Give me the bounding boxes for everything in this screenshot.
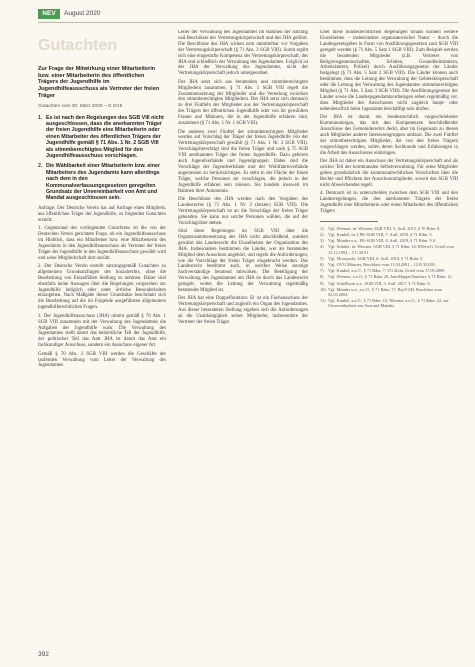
body-paragraph: Der JHA ist daher ein Ausschuss der Vertretungskörperschaft und als solcher Teil der kommunalen Selbstverwaltung. Für seine Mitglieder gelten grundsätzlich die kommunalrechtlichen Vorschriften über die Rechte und Pflichten der Ausschussmitglieder, soweit das SGB VIII nicht Abweichendes regelt. xyxy=(320,159,458,188)
footnote-number: 10) xyxy=(320,286,326,292)
footnote xyxy=(320,281,458,286)
body-paragraph: Die anderen zwei Fünftel der stimmberechtigten Mitglieder werden auf Vorschlag der Träger der freien Jugendhilfe von der Vertretungskörperschaft gewählt (§ 71 Abs. 1 Nr. 2 SGB VIII). Vorschlagsberechtigt sind die freien Träger und nach § 75 SGB VIII anerkannten Träger der freien Jugendhilfe. Dazu gehören auch Jugendverbände und Jugendgruppen. Dabei sind die Vorschläge der Jugendverbände und der Wohlfahrtsverbände angemessen zu berücksichtigen. Es steht in der Fläche der freien Träger, welche Personen sie vorschlagen, die jedoch in der Jugendhilfe erfahren sein müssen. Sie handeln insoweit im Rahmen ihrer Autonomie. xyxy=(178,129,308,194)
footnote-text: Vgl. Mrozynski, SGB VIII, 6. Aufl. 2019, § 71 Rdnr. 5. xyxy=(328,255,424,261)
leitsatz-text: Es ist nach den Regelungen des SGB VIII nicht ausgeschlossen, dass die anerkannten Träger der freien Jugendhilfe eine Mitarbeiterin oder einen Mitarbeiter des öffentlichen Trägers der Jugendhilfe gemäß § 71 Abs. 1 Nr. 2 SGB VIII als stimmberechtigtes Mitglied für den Jugendhilfeausschuss vorschlagen. xyxy=(46,114,164,159)
footnote-text: Vgl. OVG Münster, Beschluss vom 11.04.2001 – 12 B 353/01. xyxy=(328,261,437,267)
leitsatz xyxy=(38,163,166,201)
body-paragraph: Leiter der Verwaltung des Jugendamtes im Rahmen der Satzung und Beschlüsse der Vertretungskörperschaft und des JHA geführt. Die Beschlüsse des JHA wirken zum unmittelbar vor Vorgaben der Vertretungskörperschaft (§ 71 Abs. 3 SGB VIII). Somit ergibt sich eine eingestufte Kompetenz der Vertretungskörperschaft, des JHA und schließlich der Verwaltung des Jugendamtes. Folglich ist der JHA der Verwaltung des Jugendamtes, nicht der Vertretungskörperschaft jedoch untergeordnet. xyxy=(178,30,308,77)
footnote-separator xyxy=(320,221,378,222)
footnote-text: Vgl. Wiesner, in: Wiesner, SGB VIII, 5. Aufl. 2015, § 70 Rdnr. 8. xyxy=(328,225,441,231)
footnote-number: 2) xyxy=(320,231,324,237)
footnote-number: 3) xyxy=(320,238,324,244)
body-paragraph: Der JHA hat eine Doppelfunktion: Er ist ein Fachausschuss der Vertretungskörperschaft und zugleich ein Organ des Jugendamtes. Aus dieser besonderen Stellung ergeben sich die Anforderungen an die Unabhängigkeit seiner Mitglieder, insbesondere der Vertreter der freien Träger. xyxy=(178,296,308,326)
body-paragraph: 2. Der Deutsche Verein erstellt satzungsgemäß Gutachten zu allgemeinen Grundsatzfragen des Sozialrechts, ohne die Bearbeitung von Einzelfällen Stellung zu nehmen. Daher sind ebenfalls keine Aussagen über die Regelungen vorgesehen zur Jugendhilfe lediglich oder unter örtliche Besonderheiten einzugehen. Nach Maßgabe dieser Grundsätze beschränkt sich die Bearbeitung auf die im Folgende ausgeführten allgemeinen jugendhilferechtlichen Fragen. xyxy=(38,263,166,311)
leitsatz-number: 1. xyxy=(38,114,43,121)
column-2 xyxy=(178,30,308,650)
body-paragraph: Der JHA setzt sich aus beratenden und stimmberechtigten Mitgliedern zusammen. § 71 Abs. 1 SGB VIII regelt die Zusammensetzung der Mitglieder und die Verteilung zwischen den stimmberechtigten Mitgliedern. Der JHA setzt sich demnach zu drei Fünfteln der Mitglieder aus der Vertretungskörperschaft des Trägers der öffentlichen Jugendhilfe oder von ihr gewählten Frauen und Männern, die in der Jugendhilfe erfahren sind, zusammen (§ 71 Abs. 1 Nr. 1 SGB VIII). xyxy=(178,79,308,127)
footnote xyxy=(320,268,458,273)
footnote-number: 11) xyxy=(320,298,326,304)
issue-date: August 2020 xyxy=(64,10,101,17)
footnote-number: 4) xyxy=(320,244,324,250)
footnote-text: Vgl. Münder u.a., FK-SGB VIII, 8. Aufl. 2019, § 71 Rdnr. 9 ff. xyxy=(328,238,437,244)
footnotes xyxy=(320,226,458,309)
leitsatz xyxy=(38,115,166,160)
body-paragraph: Der JHA ist damit ein bundesrechtlich vorgeschriebener Kommunalorgan, das mit den Kompetenzen beschließender Ausschüsse des Gemeinderechts deckt, aber im Gegensatz zu diesen auch Mitglieder anderer Interessengruppen umfasst. Die zwei Fünftel der stimmberechtigten Mitglieder, die von den freien Trägern vorgeschlagen werden, sollen deren Sachkunde und Erfahrungen in die Arbeit des Ausschusses einbringen. xyxy=(320,115,458,156)
body-paragraph: Sind diese Regelungen im SGB VIII über die Organzusammensetzung des JHA nicht abschließend, sondern gewährt das Landesrecht die Einzelheiten der Organisation des JHA. Insbesondere bestimmen die Länder, wer als beratendes Mitglied dem Ausschuss angehört, und regeln die Anforderungen, wie die Vorschläge der freien Träger eingebracht werden. Das Landesrecht bestimmt auch, in welcher Weise sonstige Sachverständige beratend mitwirken. Die Beteiligung der Verwaltung des Jugendamtes am JHA ist durch das Landesrecht geregelt, wobei die Leitung der Verwaltung regelmäßig beratendes Mitglied ist. xyxy=(178,229,308,294)
footnote xyxy=(320,226,458,231)
footnote xyxy=(320,287,458,297)
column-1 xyxy=(38,30,166,650)
footnote xyxy=(320,262,458,267)
footnote-number: 5) xyxy=(320,255,324,261)
footnote xyxy=(320,274,458,279)
article-title: Zur Frage der Mitwirkung einer Mitarbeiterin bzw. einer Mitarbeiterin des öffentlichen Trägers der Jugendhilfe im Jugendhilfeausschuss als Vertreter der freien Träger xyxy=(38,66,160,99)
body-paragraph: 3. Der Jugendhilfeausschuss (JHA) nimmt gemäß § 70 Abs. 1 SGB VIII zusammen mit der Verwaltung des Jugendamtes die Aufgaben der Jugendhilfe wahr. Die Verwaltung des Jugendamtes stellt damit das behördliche Teil der Jugendhilfe, der politischer Teil das Amt JHA ist damit das Amt ein fachkundiger Ausschuss, sondern ein Ausschuss eigener Art. xyxy=(38,313,166,349)
footnote-number: 9) xyxy=(320,280,324,286)
footnote xyxy=(320,238,458,243)
footnote xyxy=(320,298,458,308)
header-rule xyxy=(38,22,458,23)
footnote-number: 1) xyxy=(320,225,324,231)
article-source: Gutachten vom 30. März 2020 – G 9/19 xyxy=(38,103,123,109)
footnote-number: 6) xyxy=(320,261,324,267)
footnote-number: 8) xyxy=(320,274,324,280)
footnote-text: Vgl. Schäfer, in: Wiesner, SGB VIII, § 71 Rdnr. 14; BVerwG, Urteil vom 15.12.1994 – 5 C 30.91. xyxy=(328,244,454,255)
section-tag: Gutachten xyxy=(38,37,118,54)
footnote-text: Vgl. Kunkel, in: LPK-SGB VIII, 7. Aufl. 2018, § 71 Rdnr. 3. xyxy=(328,231,433,237)
footnote xyxy=(320,232,458,237)
body-paragraph: Gemäß § 70 Abs. 2 SGB VIII werden die Geschäfte der laufenden Verwaltung vom Leiter der Verwaltung des Jugendamtes xyxy=(38,351,166,369)
body-paragraph: Anfrage: Der Deutsche Verein hat auf Anfrage eines Mitglieds, aus öffentlichen Träger der Jugendhilfe, zu folgenden Gutachten erstellt: xyxy=(38,205,166,223)
footnote-text: Vgl. Kunkel, a.a.O., § 71 Rdnr. 15; Wiesner, a.a.O., § 71 Rdnr. 22; zur Unvereinbarkeit von Amt und Mandat. xyxy=(328,298,449,309)
page-number: 392 xyxy=(38,651,49,658)
footnote xyxy=(320,256,458,261)
page-header xyxy=(38,8,458,22)
body-paragraph: Über diese bundesrechtlichen Regelungen hinaus können weitere Einzelheiten – insbesondere organisatorischer Natur – durch die Landesgesetzgeber in Form von Ausführungsgesetzen zum SGB VIII geregelt werden (§ 71 Abs. 5 Satz 1 SGB VIII). Zum Beispiel werden die beratenden Mitglieder (z.B. Vertreter von Religionsgemeinschaften, Schulen, Gesundheitsämtern, Arbeitsämtern, Polizei) durch Ausführungsgesetze der Länder festgelegt (§ 71 Abs. 5 Satz 2 SGB VIII). Die Länder können auch bestimmen, dass die Leitung der Verwaltung der Gebietskörperschaft oder die Leitung der Verwaltung des Jugendamtes stimmberechtigtes Mitglied (§ 71 Abs. 5 Satz 3 SGB VIII). Die Ausführungsgesetze der Länder sowie die Landesjugendamtsordnungen sehen regelmäßig vor, dass Mitglieder des Ausschusses nicht zugleich haupt- oder nebenberuflich beim Jugendamt beschäftigt sein dürfen. xyxy=(320,30,458,112)
column-3 xyxy=(320,30,458,650)
footnote xyxy=(320,244,458,254)
footnote-text: Vgl. Kunkel, a.a.O., § 71 Rdnr. 7; VG Köln, Urteil vom 17.09.2009. xyxy=(328,268,446,274)
body-paragraph: 1. Gegenstand des vorliegenden Gutachtens ist die von der Deutschen Verein gerichtete Frage, ob ein Jugendhilfeausschuss im Hinblick, dass ein Mitarbeiter bzw. eine Mitarbeiterin des Jugendamts in den Jugendhilfeausschuss als Vertreter der freien Träger der Jugendhilfe in den Jugendhilfeausschuss gewählt wird und seine Mitgliedschaft dort ausübt. xyxy=(38,226,166,261)
body-paragraph: 4. Demnach ist zu unterscheiden zwischen dem SGB VIII und den Landesregelungen, die den anerkannten Trägern der freien Jugendhilfe eine Mitarbeiterin oder einen Mitarbeiter des öffentlichen Trägers xyxy=(320,191,458,214)
leitsatz-number: 2. xyxy=(38,163,43,170)
journal-badge: NEV xyxy=(38,9,60,19)
footnote-text: Vgl. Wiesner, a.a.O., § 71 Rdnr. 20; Jans/Happe/Saurbier, § 71 Rdnr. 12. xyxy=(328,274,453,280)
footnote-text: Vgl. Schellhorn u.a., SGB VIII, 5. Aufl. 2017, § 71 Rdnr. 6. xyxy=(328,280,431,286)
footnote-number: 7) xyxy=(320,268,324,274)
leitsatz-text: Die Wählbarkeit einer Mitarbeiterin bzw. einer Mitarbeiters des Jugendamts kann allerdings nach dem in den Kommunalverfassungsgesetzen geregelten Grundsatz der Unvereinbarkeit von Amt und Mandat ausgeschlossen sein. xyxy=(46,163,161,202)
footnote-text: Vgl. Münder u.a., a.a.O., § 71 Rdnr. 17; BayVGH, Beschluss vom 02.03.2004. xyxy=(328,286,442,297)
body-paragraph: Die Beschlüsse des JHA werden nach den Vorgaben des Landesrechts (§ 71 Abs. 1 Nr. 2 (letzter) SGB VIII). Die Vertretungskörperschaft ist an die Vorschläge der freien Träger gebunden. Sie kann nur solche Personen wählen, die auf der Vorschlagsliste stehen. xyxy=(178,196,308,226)
